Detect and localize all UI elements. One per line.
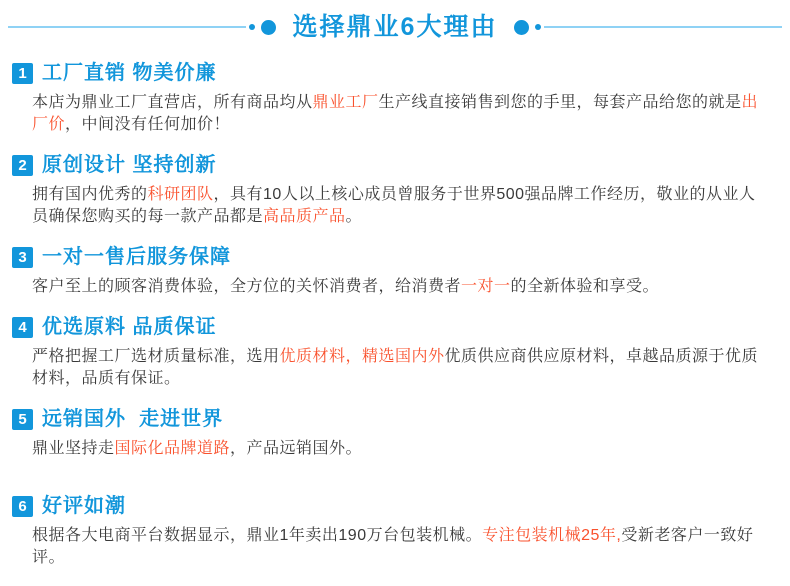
reason-body	[32, 346, 770, 390]
reasons-list	[8, 61, 782, 569]
reason-heading: 一对一售后服务保障	[42, 246, 231, 268]
body-text-run: 优质供应商供应原材料，卓越品质源于优质材料，品质有保证。	[32, 348, 759, 387]
body-text-run: 生产线直接销售到您的手里，每套产品给您的就是	[378, 94, 742, 111]
reason-body	[32, 276, 770, 298]
reason-section	[10, 245, 780, 298]
body-text-highlight: 出厂价	[32, 94, 759, 133]
body-text-run: 严格把握工厂选材质量标准，选用	[32, 348, 280, 365]
reason-number-badge: 5	[12, 409, 33, 430]
body-text-run: ，中间没有任何加价！	[65, 116, 231, 133]
body-text-run: 受新老客户一致好评。	[32, 527, 754, 566]
reason-section	[10, 407, 780, 460]
reason-body	[32, 92, 770, 136]
title-dot-big-right	[514, 20, 529, 35]
body-text-run: ，产品远销国外。	[230, 440, 363, 457]
reason-heading: 原创设计 坚持创新	[42, 154, 217, 176]
reason-number-badge: 1	[12, 63, 33, 84]
reason-heading-row	[10, 61, 780, 85]
reason-heading: 好评如潮	[42, 495, 126, 517]
body-text-highlight: 高品质产品	[263, 208, 346, 225]
title-dot-small-right	[535, 24, 541, 30]
section-title-bar	[8, 10, 782, 44]
body-text-highlight: 专注包装机械25年,	[482, 527, 622, 544]
body-text-run: ，具有10人以上核心成员曾服务于世界500强品牌工作经历，敬业的从业人员确保您购买的每一款产品都是	[32, 186, 756, 225]
reason-heading: 优选原料 品质保证	[42, 316, 217, 338]
reason-heading-row	[10, 494, 780, 518]
body-text-run: 本店为鼎业工厂直营店，所有商品均从	[32, 94, 313, 111]
reason-number-badge: 3	[12, 247, 33, 268]
body-text-highlight: 国际化品牌道路	[114, 440, 231, 457]
reason-number-badge: 6	[12, 496, 33, 517]
reason-heading-row	[10, 407, 780, 431]
reason-section	[10, 61, 780, 136]
body-text-run: 。	[345, 208, 363, 225]
reason-heading: 工厂直销 物美价廉	[42, 62, 217, 84]
reason-heading-row	[10, 245, 780, 269]
title-dot-small-left	[249, 24, 255, 30]
body-text-highlight: 科研团队	[147, 186, 214, 203]
body-text-highlight: 优质材料，精选国内外	[279, 348, 445, 365]
reason-section	[10, 494, 780, 569]
reason-body	[32, 438, 770, 460]
title-line-left	[8, 26, 246, 28]
title-dot-big-left	[261, 20, 276, 35]
reason-section	[10, 315, 780, 390]
reason-heading: 远销国外 走进世界	[42, 408, 224, 430]
body-text-run: 的全新体验和享受。	[510, 278, 660, 295]
body-text-highlight: 一对一	[461, 278, 511, 295]
body-text-run: 根据各大电商平台数据显示，鼎业1年卖出190万台包装机械。	[32, 527, 483, 544]
page-title: 选择鼎业6大理由	[292, 13, 498, 41]
reason-number-badge: 2	[12, 155, 33, 176]
body-text-run: 鼎业坚持走	[32, 440, 115, 457]
reason-body	[32, 525, 770, 569]
body-text-run: 拥有国内优秀的	[32, 186, 148, 203]
reason-heading-row	[10, 315, 780, 339]
reason-number-badge: 4	[12, 317, 33, 338]
reason-heading-row	[10, 153, 780, 177]
reason-body	[32, 184, 770, 228]
body-text-run: 客户至上的顾客消费体验，全方位的关怀消费者，给消费者	[32, 278, 462, 295]
title-line-right	[544, 26, 782, 28]
body-text-highlight: 鼎业工厂	[312, 94, 379, 111]
reason-section	[10, 153, 780, 228]
